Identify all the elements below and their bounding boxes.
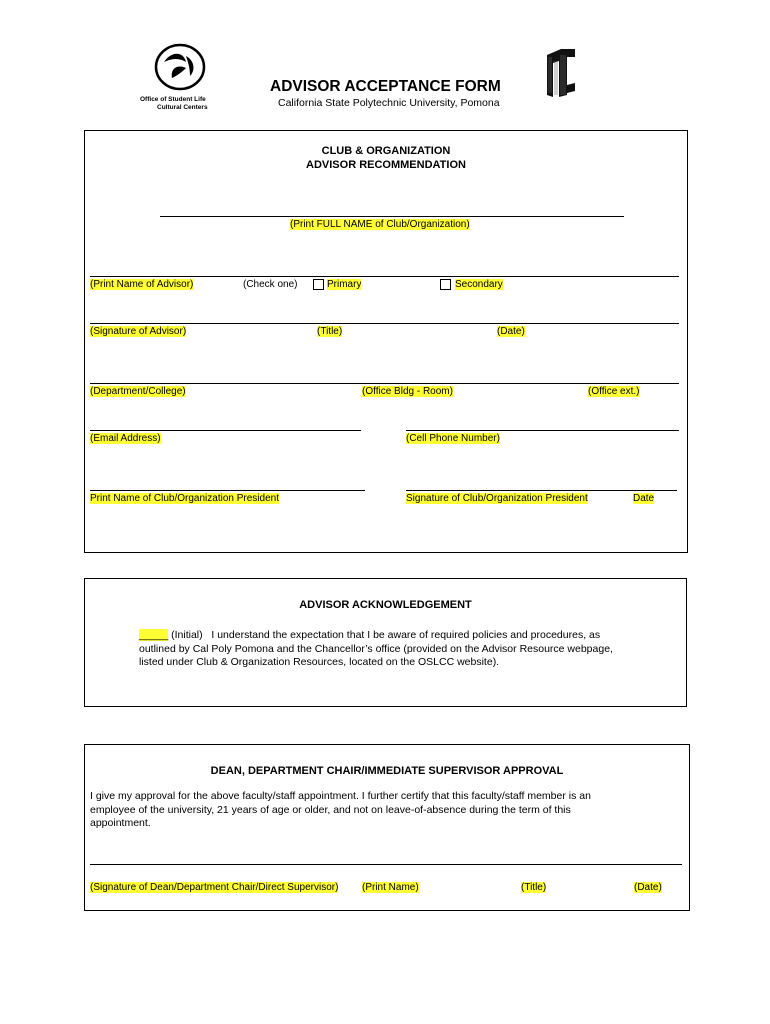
secondary-label: Secondary: [455, 279, 503, 290]
osl-logo-icon: [150, 42, 210, 92]
osl-logo-text-2: Cultural Centers: [157, 104, 208, 111]
acknowledgement-text: [139, 629, 679, 670]
cell-phone-line[interactable]: [406, 430, 679, 431]
president-signature-label: Signature of Club/Organization President: [406, 493, 588, 504]
recommendation-heading-1: CLUB & ORGANIZATION: [321, 145, 451, 157]
approval-heading: DEAN, DEPARTMENT CHAIR/IMMEDIATE SUPERVISOR APPROVAL: [210, 765, 564, 777]
advisor-date-label: (Date): [497, 326, 525, 337]
department-line[interactable]: [90, 383, 679, 384]
form-title: ADVISOR ACCEPTANCE FORM: [270, 78, 501, 95]
dean-date-label: (Date): [634, 882, 662, 893]
initial-field[interactable]: _____: [139, 629, 169, 641]
club-name-line[interactable]: [160, 216, 624, 217]
approval-line-1: I give my approval for the above faculty/staff appointment. I further certify that this faculty/staff member is an: [90, 790, 591, 802]
email-line[interactable]: [90, 430, 361, 431]
recommendation-heading-2: ADVISOR RECOMMENDATION: [306, 159, 466, 171]
president-date-label: Date: [633, 493, 655, 504]
signature-line[interactable]: [90, 323, 679, 324]
president-name-line[interactable]: [90, 490, 365, 491]
check-one-label: (Check one): [243, 279, 298, 290]
advisor-name-line[interactable]: [90, 276, 679, 277]
approval-text: [90, 790, 685, 831]
dean-signature-label: (Signature of Dean/Department Chair/Direct Supervisor): [90, 882, 339, 893]
dean-print-name-label: (Print Name): [362, 882, 419, 893]
osl-logo: [140, 42, 220, 112]
president-signature-line[interactable]: [406, 490, 677, 491]
cell-phone-label: (Cell Phone Number): [406, 433, 500, 444]
primary-label: Primary: [327, 279, 362, 290]
advisor-title-label: (Title): [317, 326, 343, 337]
cpp-logo-icon: [545, 47, 579, 99]
acknowledgement-line-1: (Initial) I understand the expectation that I be aware of required policies and procedures, as: [168, 629, 601, 641]
approval-line-2: employee of the university, 21 years of age or older, and not on leave-of-absence during the term of this: [90, 803, 571, 816]
acknowledgement-line-2: outlined by Cal Poly Pomona and the Chancellor’s office (provided on the Advisor Resource webpage,: [139, 642, 613, 655]
president-name-label: Print Name of Club/Organization President: [90, 493, 279, 504]
advisor-name-label: (Print Name of Advisor): [90, 279, 194, 290]
osl-logo-text-1: Office of Student Life: [140, 96, 206, 103]
office-room-label: (Office Bldg - Room): [362, 386, 453, 397]
form-subtitle: California State Polytechnic University, Pomona: [278, 97, 500, 109]
dean-title-label: (Title): [521, 882, 547, 893]
advisor-signature-label: (Signature of Advisor): [90, 326, 187, 337]
department-label: (Department/College): [90, 386, 186, 397]
office-ext-label: (Office ext.): [588, 386, 640, 397]
approval-signature-line[interactable]: [90, 864, 682, 865]
acknowledgement-line-3: listed under Club & Organization Resources, located on the OSLCC website).: [139, 656, 500, 668]
acknowledgement-heading: ADVISOR ACKNOWLEDGEMENT: [299, 599, 472, 611]
approval-line-3: appointment.: [90, 817, 151, 829]
email-label: (Email Address): [90, 433, 161, 444]
secondary-checkbox[interactable]: [440, 279, 451, 290]
primary-checkbox[interactable]: [313, 279, 324, 290]
club-name-label: (Print FULL NAME of Club/Organization): [290, 219, 470, 230]
